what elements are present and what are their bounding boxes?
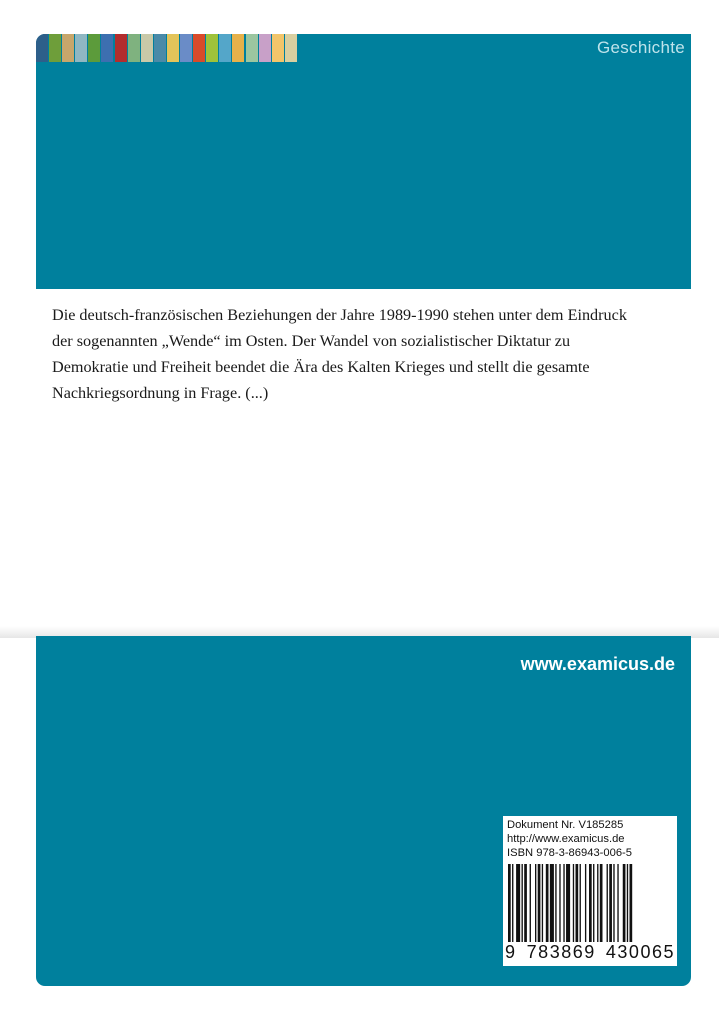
barcode-label (503, 816, 677, 966)
barcode-bars (507, 864, 673, 942)
barcode-bar (573, 864, 574, 942)
color-stripe (36, 34, 48, 62)
barcode-bar (522, 864, 523, 942)
color-stripe (285, 34, 297, 62)
barcode-digits (505, 942, 675, 963)
color-stripe (219, 34, 231, 62)
color-stripe (246, 34, 258, 62)
top-cover-panel (36, 34, 691, 289)
color-stripe (115, 34, 127, 62)
color-stripe (180, 34, 192, 62)
color-stripe (101, 34, 113, 62)
color-stripe (259, 34, 271, 62)
barcode-bar (516, 864, 520, 942)
document-number: Dokument Nr. V185285 (507, 819, 624, 831)
barcode-bar (617, 864, 618, 942)
document-url: http://www.examicus.de (507, 833, 625, 845)
barcode-bar (508, 864, 511, 942)
color-stripe (75, 34, 87, 62)
color-stripe (193, 34, 205, 62)
barcode-bar (623, 864, 626, 942)
barcode-bar (530, 864, 531, 942)
color-stripe (232, 34, 244, 62)
color-stripe (128, 34, 140, 62)
barcode-bar (593, 864, 594, 942)
bottom-cover-panel (36, 636, 691, 986)
barcode-bar (580, 864, 581, 942)
barcode-bar (607, 864, 608, 942)
color-stripe (141, 34, 153, 62)
color-stripe (88, 34, 100, 62)
barcode-digit-group: 783869 (526, 942, 596, 962)
barcode-bar (597, 864, 598, 942)
barcode-digit-group: 430065 (605, 942, 675, 962)
barcode-bar (566, 864, 570, 942)
barcode-bar (630, 864, 633, 942)
barcode-bar (600, 864, 603, 942)
color-stripe (167, 34, 179, 62)
barcode-bar (585, 864, 586, 942)
category-label: Geschichte (596, 38, 685, 57)
barcode-bar (538, 864, 541, 942)
barcode-bar (559, 864, 560, 942)
barcode-bar (512, 864, 513, 942)
color-stripe (206, 34, 218, 62)
barcode-bar (550, 864, 554, 942)
publisher-website: www.examicus.de (520, 654, 675, 674)
book-description: Die deutsch-französischen Beziehungen der Jahre 1989-1990 stehen unter dem Eindruck der sogenannten „Wende“ im Osten. Der Wandel von sozialistischer Diktatur zu Demokratie und Freiheit beendet die Ära des Kalten Krieges und stellt die gesamte Nachkriegsordnung in Frage. (...) (52, 306, 627, 402)
barcode-bar (613, 864, 614, 942)
barcode-bar (589, 864, 592, 942)
color-stripe (62, 34, 74, 62)
barcode-bar (542, 864, 543, 942)
barcode-bar (524, 864, 527, 942)
barcode-bar (546, 864, 549, 942)
barcode-bar (555, 864, 556, 942)
barcode-bar (627, 864, 628, 942)
barcode-bar (609, 864, 612, 942)
color-stripe (272, 34, 284, 62)
barcode-bar (563, 864, 564, 942)
barcode-bar (535, 864, 536, 942)
color-stripe (49, 34, 61, 62)
barcode-bar (576, 864, 579, 942)
color-stripe (154, 34, 166, 62)
isbn-text: ISBN 978-3-86943-006-5 (507, 847, 633, 859)
color-stripes (36, 34, 298, 62)
barcode-digit-group: 9 (505, 942, 517, 962)
